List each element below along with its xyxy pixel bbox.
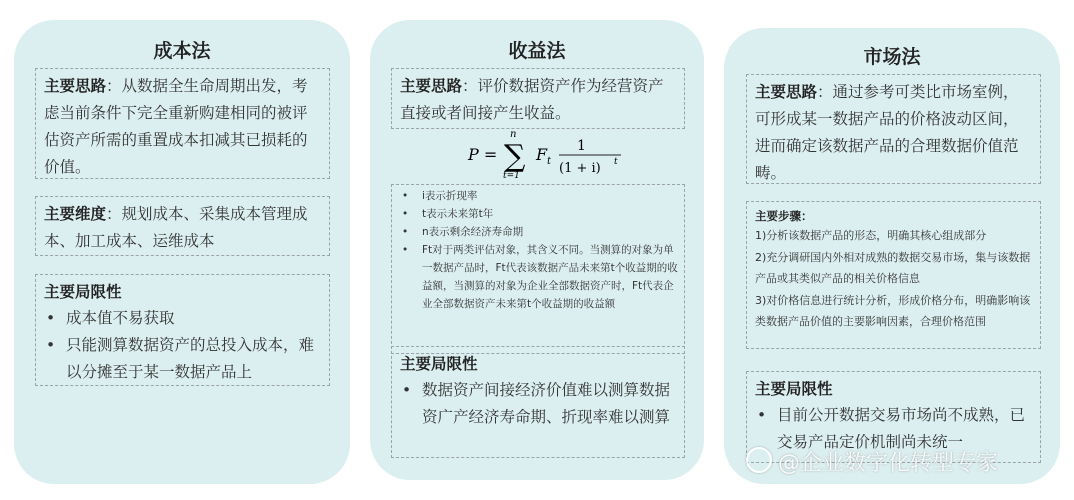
cost-dimension-text: ：规划成本、采集成本管理成本、加工成本、运维成本 xyxy=(44,205,308,250)
formula-lhs: P = xyxy=(468,145,498,164)
market-limit-item: • 目前公开数据交易市场尚不成熟，已交易产品定价机制尚未统一 xyxy=(777,402,1032,456)
cost-method-title: 成本法 xyxy=(153,40,211,62)
cost-idea-text: ：从数据全生命周期出发，考虑当前条件下完全重新购建相同的被评估资产所需的重置成本扣减其已损耗的价值。 xyxy=(44,77,308,176)
cost-method-panel xyxy=(14,20,350,484)
market-idea-label: 主要思路 xyxy=(755,83,818,101)
income-note-item: • i表示折现率 xyxy=(422,187,678,205)
formula-numerator: 1 xyxy=(577,138,586,154)
watermark xyxy=(746,446,998,477)
formula-denominator: (1 + i) xyxy=(559,161,601,176)
formula-sum-upper: n xyxy=(510,130,517,140)
cost-limit-label: 主要局限性 xyxy=(44,283,122,301)
watermark-logo-icon xyxy=(746,447,772,473)
income-idea-paragraph xyxy=(392,69,684,127)
market-steps-label: 主要步骤： xyxy=(755,209,813,223)
formula-sum-symbol: ∑ xyxy=(504,139,526,174)
income-limit-box xyxy=(391,346,685,458)
market-idea-box xyxy=(746,74,1041,184)
income-limit-item: • 数据资产间接经济价值难以测算数据资广产经济寿命期、折现率难以测算 xyxy=(422,377,676,431)
income-note-item: • t表示未来第t年 xyxy=(422,205,678,223)
income-method-title: 收益法 xyxy=(508,40,566,62)
market-step-item: 1)分析该数据产品的形态，明确其核心组成部分 xyxy=(755,229,987,242)
cost-idea-box xyxy=(35,68,330,179)
income-limit-label: 主要局限性 xyxy=(400,355,478,373)
formula-ft-sub: t xyxy=(547,156,552,167)
formula-sum-lower: t=1 xyxy=(503,171,520,180)
market-limit-label: 主要局限性 xyxy=(755,380,833,398)
income-formula xyxy=(373,130,698,180)
cost-limit-box xyxy=(35,274,330,386)
formula-denominator-exp: t xyxy=(614,157,618,167)
market-step-item: 2)充分调研国内外相对成熟的数据交易市场，集与该数据产品或其类似产品的相关价格信息 xyxy=(755,251,1031,285)
cost-idea-label: 主要思路 xyxy=(44,77,107,95)
market-method-panel xyxy=(724,28,1060,484)
income-notes-list xyxy=(392,185,684,313)
market-steps-box xyxy=(746,201,1041,349)
income-notes-box xyxy=(391,184,685,354)
cost-dimension-label: 主要维度 xyxy=(44,205,107,223)
market-method-title: 市场法 xyxy=(863,46,921,68)
income-idea-text: ：评价数据资产作为经营资产直接或者间接产生收益。 xyxy=(400,77,664,122)
market-step-item: 3)对价格信息进行统计分析，形成价格分布，明确影响该类数据产品价值的主要影响因素，合理价格范围 xyxy=(755,294,1031,328)
market-idea-paragraph xyxy=(747,75,1040,187)
cost-dimension-paragraph xyxy=(36,197,329,255)
cost-limit-item: • 只能测算数据资产的总投入成本，难以分摊至于某一数据产品上 xyxy=(66,332,321,386)
cost-limit-list xyxy=(36,305,329,386)
cost-dimension-box xyxy=(35,196,330,256)
income-note-item: • n表示剩余经济寿命期 xyxy=(422,223,678,241)
watermark-text: @企业数字化转型专家 xyxy=(778,451,999,476)
income-idea-box xyxy=(391,68,685,129)
market-idea-text: ：通过参考可类比市场室例，可形成某一数据产品的价格波动区间，进而确定该数据产品的合理数据价值范畴。 xyxy=(755,83,1019,182)
cost-limit-item: • 成本值不易获取 xyxy=(66,305,321,332)
cost-idea-paragraph xyxy=(36,69,329,181)
income-idea-label: 主要思路 xyxy=(400,77,463,95)
income-note-item: • Ft对于两类评估对象，其含义不同。当测算的对象为单一数据产品时，Ft代表该数据产品未来第t个收益期的收益额，当测算的对象为企业全部数据资产时，Ft代表企业全部数据资产未来第t个收益期的收益额 xyxy=(422,241,678,313)
income-limit-list xyxy=(392,377,684,431)
income-method-panel xyxy=(370,20,704,480)
formula-ft: F xyxy=(536,145,548,164)
